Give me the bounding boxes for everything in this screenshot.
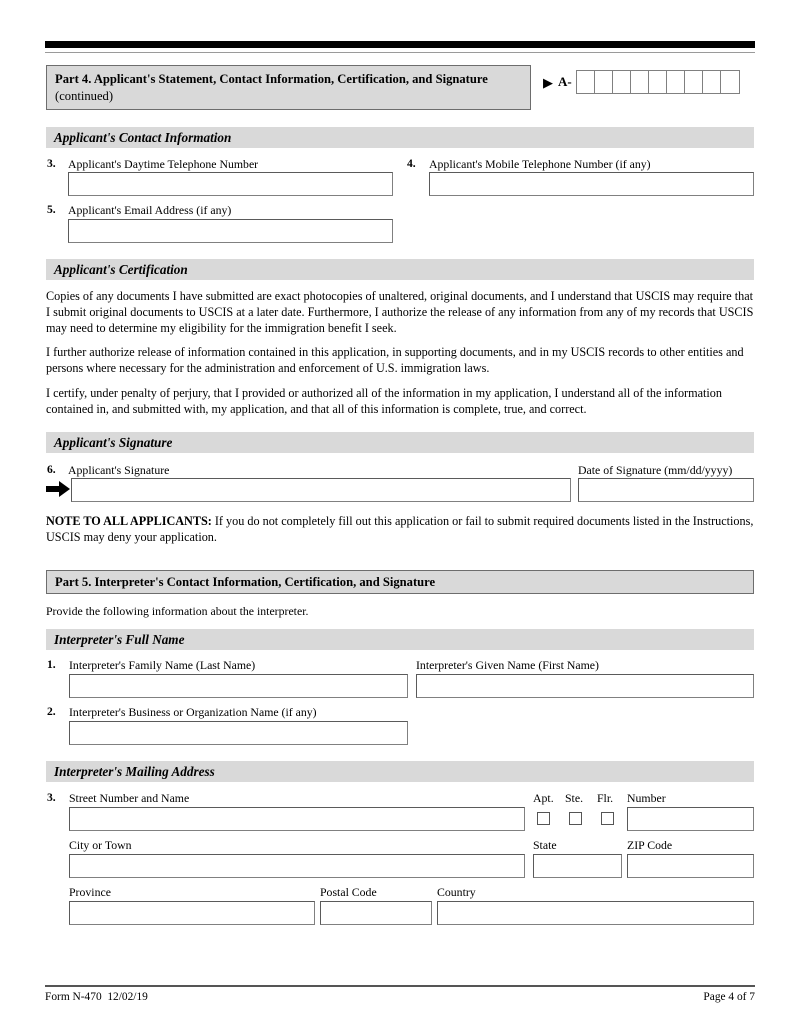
- label-interpreter-business-name: Interpreter's Business or Organization Name (if any): [69, 705, 317, 719]
- section-interpreters-mailing-address: Interpreter's Mailing Address: [46, 761, 754, 782]
- a-number-group: [543, 70, 740, 94]
- a-number-prefix-label: A-: [558, 74, 572, 89]
- label-city-or-town: City or Town: [69, 838, 132, 852]
- label-daytime-telephone: Applicant's Daytime Telephone Number: [68, 157, 259, 171]
- section-interpreters-full-name: Interpreter's Full Name: [46, 629, 754, 650]
- field-number-6: 6.: [47, 463, 56, 476]
- input-interpreter-family-name[interactable]: [69, 674, 408, 698]
- part-5-header: Part 5. Interpreter's Contact Information, Certification, and Signature: [46, 570, 754, 594]
- checkbox-ste[interactable]: [569, 812, 582, 825]
- field-number-5: 5.: [47, 203, 56, 216]
- a-number-cell[interactable]: [721, 71, 739, 93]
- label-zip-code: ZIP Code: [627, 838, 673, 852]
- input-postal-code[interactable]: [320, 901, 432, 925]
- field-number-3-address: 3.: [47, 791, 56, 804]
- section-applicants-contact-information: Applicant's Contact Information: [46, 127, 754, 148]
- input-email-address[interactable]: [68, 219, 393, 243]
- label-unit-number: Number: [627, 791, 666, 805]
- a-number-cell[interactable]: [595, 71, 613, 93]
- section-applicants-certification: Applicant's Certification: [46, 259, 754, 280]
- input-city-or-town[interactable]: [69, 854, 525, 878]
- label-flr: Flr.: [597, 791, 614, 805]
- input-applicant-signature[interactable]: [71, 478, 571, 502]
- a-number-input-grid[interactable]: [576, 70, 740, 94]
- input-province[interactable]: [69, 901, 315, 925]
- signature-arrow-icon: [46, 481, 70, 497]
- field-number-2: 2.: [47, 705, 56, 718]
- input-interpreter-business-name[interactable]: [69, 721, 408, 745]
- a-number-cell[interactable]: [631, 71, 649, 93]
- a-number-cell[interactable]: [649, 71, 667, 93]
- label-email-address: Applicant's Email Address (if any): [68, 203, 232, 217]
- a-number-cell[interactable]: [667, 71, 685, 93]
- input-state[interactable]: [533, 854, 622, 878]
- a-number-cell[interactable]: [613, 71, 631, 93]
- footer-page-number: Page 4 of 7: [703, 991, 755, 1003]
- field-number-4: 4.: [407, 157, 416, 170]
- label-postal-code: Postal Code: [320, 885, 377, 899]
- input-street-number-and-name[interactable]: [69, 807, 525, 831]
- input-unit-number[interactable]: [627, 807, 754, 831]
- field-number-3: 3.: [47, 157, 56, 170]
- part-4-continued-label: (continued): [55, 89, 114, 103]
- input-interpreter-given-name[interactable]: [416, 674, 754, 698]
- footer-form-date: 12/02/19: [107, 991, 148, 1003]
- part-5-intro-text: Provide the following information about the interpreter.: [46, 604, 309, 618]
- input-mobile-telephone[interactable]: [429, 172, 754, 196]
- input-country[interactable]: [437, 901, 754, 925]
- certification-paragraph-3: I certify, under penalty of perjury, that I provided or authorized all of the information in my application, I understand all of the information contained in, and submitted with, my application, and that all of this information is complete, true, and correct.: [46, 386, 722, 417]
- top-thin-rule: [45, 52, 755, 53]
- input-zip-code[interactable]: [627, 854, 754, 878]
- input-date-of-signature[interactable]: [578, 478, 754, 502]
- label-applicant-signature: Applicant's Signature: [68, 463, 170, 477]
- part-4-header: [46, 65, 531, 110]
- label-date-of-signature: Date of Signature (mm/dd/yyyy): [578, 463, 733, 477]
- label-interpreter-family-name: Interpreter's Family Name (Last Name): [69, 658, 256, 672]
- label-country: Country: [437, 885, 476, 899]
- checkbox-flr[interactable]: [601, 812, 614, 825]
- section-applicants-signature: Applicant's Signature: [46, 432, 754, 453]
- label-ste: Ste.: [565, 791, 584, 805]
- field-number-1: 1.: [47, 658, 56, 671]
- footer-form-number: Form N-470: [45, 991, 102, 1003]
- note-to-all-applicants: [46, 513, 754, 545]
- a-number-cell[interactable]: [685, 71, 703, 93]
- input-daytime-telephone[interactable]: [68, 172, 393, 196]
- part-4-title: Part 4. Applicant's Statement, Contact Information, Certification, and Signature: [55, 72, 488, 86]
- footer-form-info: [45, 991, 148, 1003]
- a-number-cell[interactable]: [577, 71, 595, 93]
- certification-paragraph-2: I further authorize release of information contained in this application, in supporting documents, and in my USCIS records to other entities and persons where necessary for the administration and enforcement of U.S. immigration laws.: [46, 345, 744, 376]
- checkbox-apt[interactable]: [537, 812, 550, 825]
- note-bold-label: NOTE TO ALL APPLICANTS:: [46, 514, 212, 528]
- label-province: Province: [69, 885, 111, 899]
- footer-rule: [45, 985, 755, 987]
- certification-paragraph-1: Copies of any documents I have submitted are exact photocopies of unaltered, original documents, and I understand that USCIS may require that I submit original documents to USCIS at a later date. Furthermore, I authorize the release of any information from any of my records that USCIS may need to determine my eligibility for the immigration benefit I seek.: [46, 289, 754, 336]
- label-mobile-telephone: Applicant's Mobile Telephone Number (if any): [429, 157, 651, 171]
- label-apt: Apt.: [533, 791, 554, 805]
- label-state: State: [533, 838, 557, 852]
- a-number-cell[interactable]: [703, 71, 721, 93]
- arrow-right-icon: ▶: [543, 74, 553, 90]
- label-interpreter-given-name: Interpreter's Given Name (First Name): [416, 658, 599, 672]
- note-body-text: If you do not completely fill out this application or fail to submit required documents listed in the Instructions, USCIS may deny your application.: [46, 514, 754, 545]
- top-black-bar: [45, 41, 755, 48]
- label-street-number-and-name: Street Number and Name: [69, 791, 190, 805]
